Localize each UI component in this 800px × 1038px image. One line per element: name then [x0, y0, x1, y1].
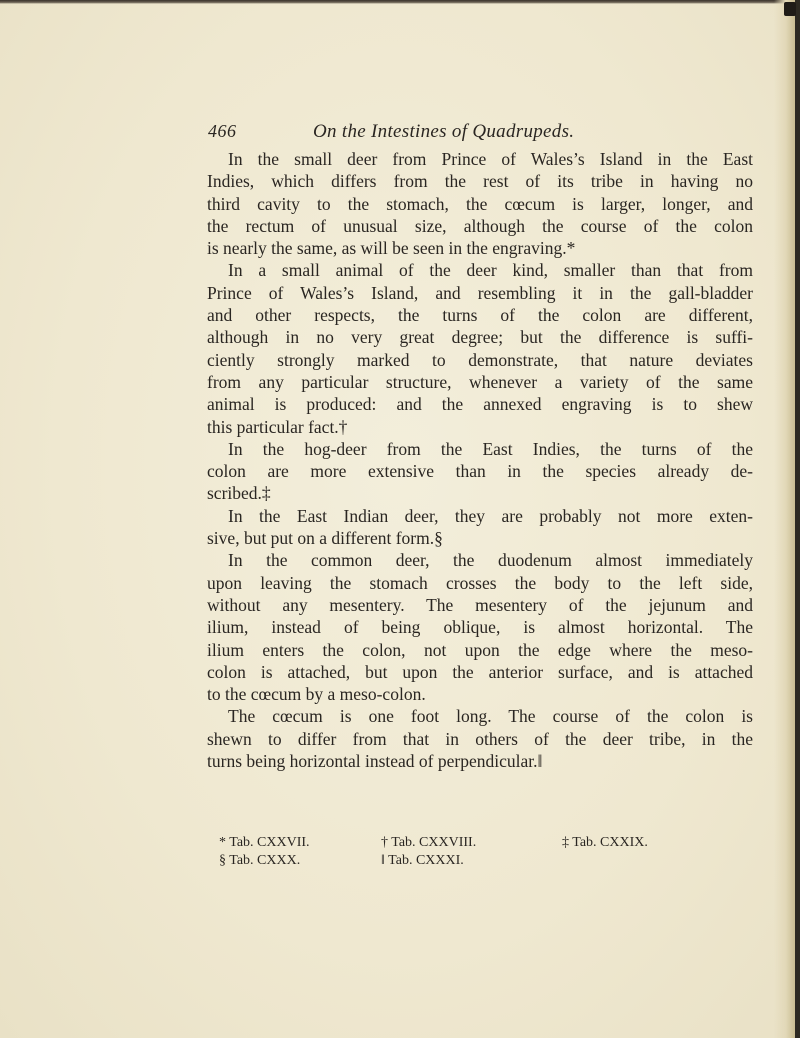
text-line: is nearly the same, as will be seen in the engraving.* [207, 238, 576, 259]
text-line: In the hog-deer from the East Indies, the turns of the [228, 438, 753, 459]
footnote-row [219, 852, 759, 870]
text-line: In the East Indian deer, they are probably not more exten- [228, 505, 753, 526]
text-line: shewn to differ from that in others of the deer tribe, in the [207, 728, 753, 749]
page-number: 466 [208, 121, 237, 141]
text-line: colon is attached, but upon the anterior surface, and is attached [207, 661, 753, 682]
body-text [207, 148, 753, 772]
footnote-row [219, 834, 759, 852]
text-line: ilium, instead of being oblique, is almost horizontal. The [207, 617, 753, 638]
text-line: turns being horizontal instead of perpendicular.‖ [207, 751, 543, 772]
text-line: ilium enters the colon, not upon the edge where the meso- [207, 639, 753, 660]
text-line: Prince of Wales’s Island, and resembling it in the gall-bladder [207, 282, 753, 303]
footnote: † Tab. CXXVIII. [381, 835, 477, 850]
text-line: animal is produced: and the annexed engraving is to shew [207, 394, 753, 415]
corner-mark [784, 2, 796, 16]
text-line: upon leaving the stomach crosses the body to the left side, [207, 572, 753, 593]
text-line: sive, but put on a different form.§ [207, 528, 443, 549]
text-line: although in no very great degree; but the difference is suffi- [207, 327, 753, 348]
text-line: The cœcum is one foot long. The course of the colon is [228, 706, 753, 727]
text-line: to the cœcum by a meso-colon. [207, 684, 426, 705]
text-line: colon are more extensive than in the species already de- [207, 461, 753, 482]
text-line: ciently strongly marked to demonstrate, that nature deviates [207, 349, 753, 370]
footnote: ‖ Tab. CXXXI. [381, 853, 464, 868]
text-line: In the common deer, the duodenum almost immediately [228, 550, 753, 571]
page-header [208, 121, 764, 151]
text-line: without any mesentery. The mesentery of the jejunum and [207, 594, 753, 615]
text-line: this particular fact.† [207, 416, 348, 437]
page-binding-edge [795, 0, 800, 1038]
text-line: In the small deer from Prince of Wales’s Island in the East [228, 149, 753, 169]
footnote: * Tab. CXXVII. [219, 835, 310, 850]
top-edge-shadow [0, 0, 800, 4]
running-head: On the Intestines of Quadrupeds. [313, 121, 575, 142]
text-line: from any particular structure, whenever a variety of the same [207, 371, 753, 392]
footnotes [219, 834, 759, 870]
footnote: § Tab. CXXX. [219, 853, 301, 868]
text-line: scribed.‡ [207, 483, 271, 504]
text-line: Indies, which differs from the rest of its tribe in having no [207, 171, 753, 192]
footnote: ‡ Tab. CXXIX. [562, 835, 648, 850]
text-line: and other respects, the turns of the colon are different, [207, 305, 753, 326]
text-line: In a small animal of the deer kind, smaller than that from [228, 260, 753, 281]
text-line: the rectum of unusual size, although the course of the colon [207, 215, 753, 236]
text-line: third cavity to the stomach, the cœcum is larger, longer, and [207, 193, 753, 214]
